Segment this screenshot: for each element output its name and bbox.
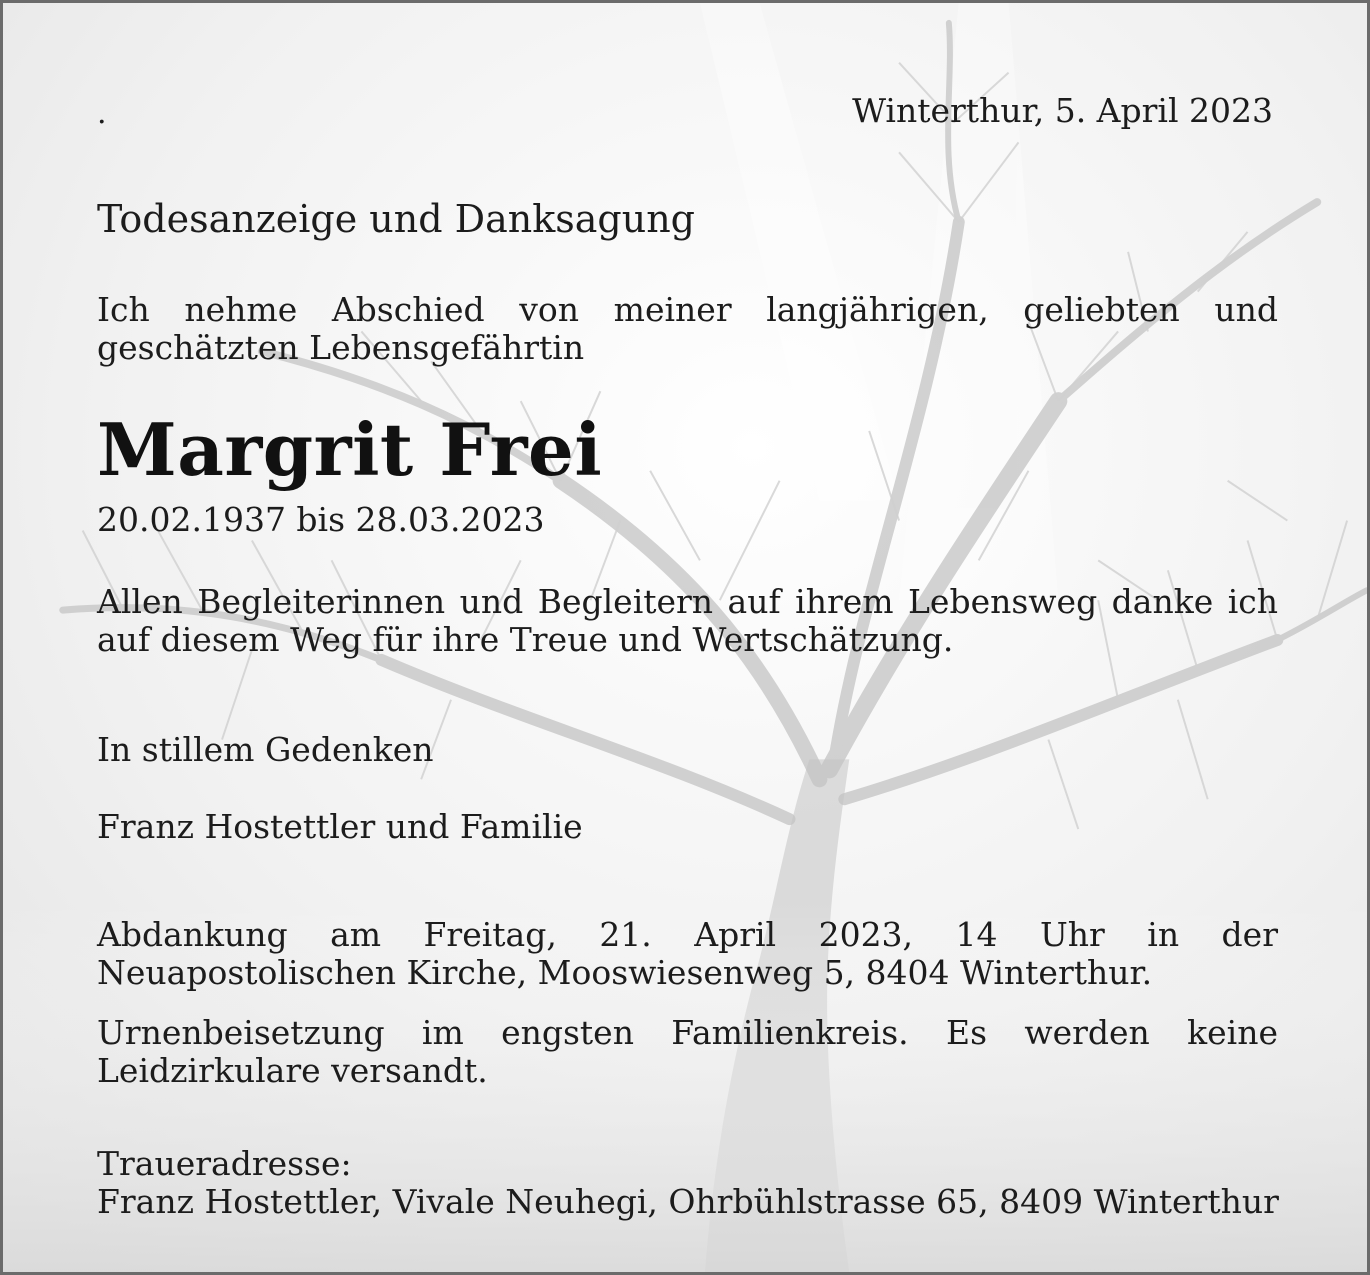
- leading-dot: .: [97, 96, 107, 131]
- intro-text: Ich nehme Abschied von meiner langjährigen, geliebten und geschätzten Lebensgefährtin: [97, 290, 1278, 367]
- burial-info: Urnenbeisetzung im engsten Familienkreis. Es werden keine Leidzirkulare versandt.: [97, 1013, 1278, 1090]
- life-dates: 20.02.1937 bis 28.03.2023: [97, 500, 545, 539]
- ceremony-info: Abdankung am Freitag, 21. April 2023, 14 Uhr in der Neuapostolischen Kirche, Mooswiesenweg 5, 8404 Winterthur.: [97, 915, 1278, 992]
- signature-line: Franz Hostettler und Familie: [97, 807, 583, 846]
- closing-phrase: In stillem Gedenken: [97, 730, 434, 769]
- thanks-text: Allen Begleiterinnen und Begleitern auf ihrem Lebensweg danke ich auf diesem Weg für ihre Treue und Wertschätzung.: [97, 582, 1278, 659]
- mourning-address: Franz Hostettler, Vivale Neuhegi, Ohrbühlstrasse 65, 8409 Winterthur: [97, 1182, 1279, 1221]
- notice-heading: Todesanzeige und Danksagung: [97, 197, 695, 241]
- deceased-name: Margrit Frei: [97, 407, 603, 492]
- place-and-date: Winterthur, 5. April 2023: [852, 91, 1273, 130]
- address-label: Traueradresse:: [97, 1144, 352, 1183]
